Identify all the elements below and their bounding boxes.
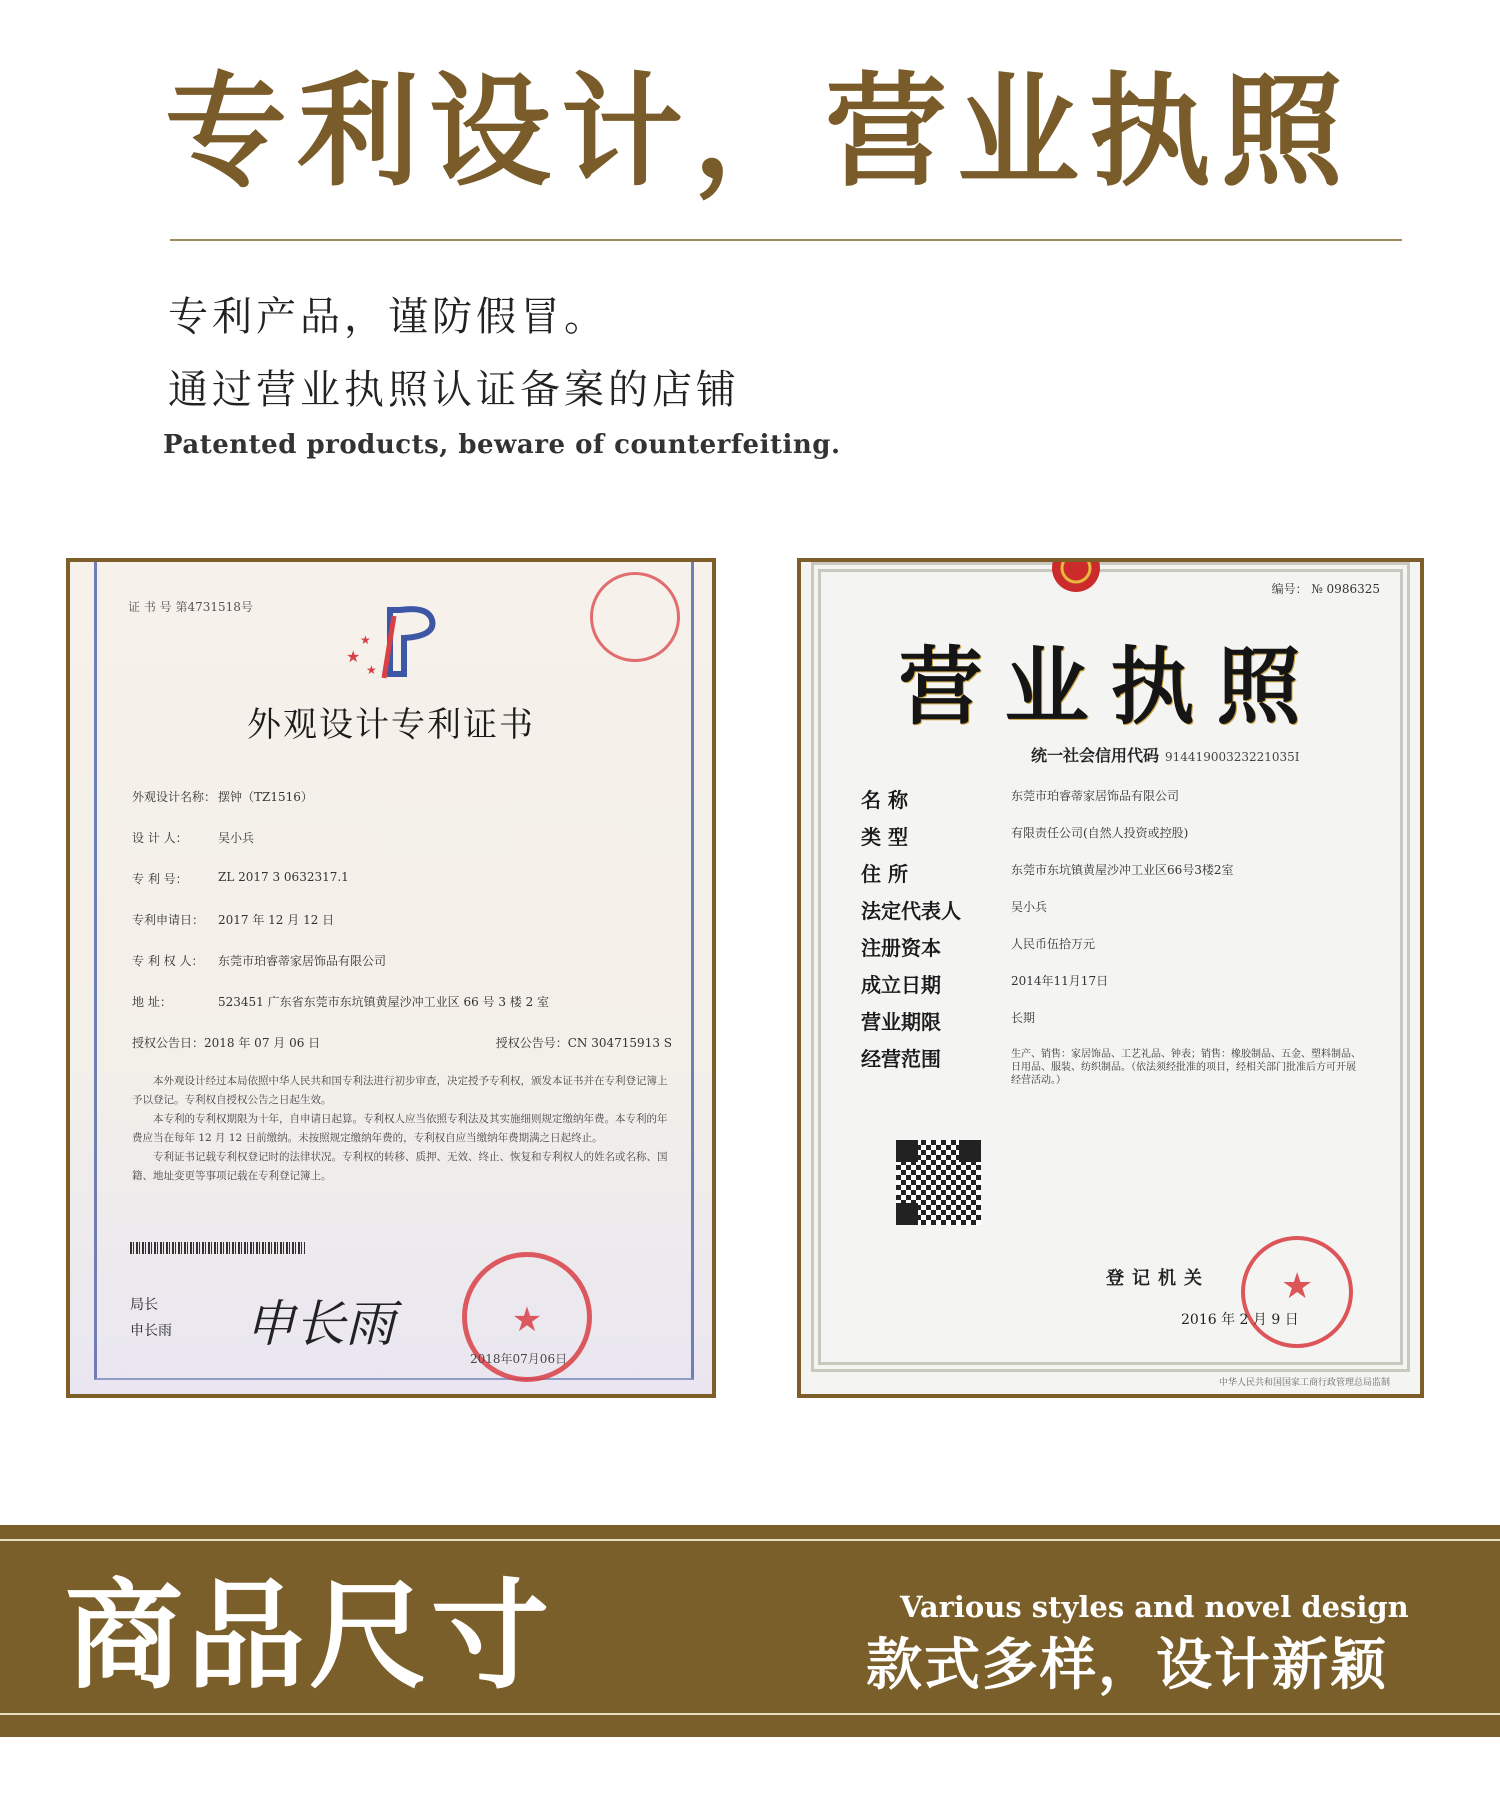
- svg-text:★: ★: [366, 663, 377, 677]
- field-label: 专利申请日：: [132, 913, 205, 927]
- credit-code-label: 统一社会信用代码: [1031, 746, 1160, 765]
- field-label: 地 址：: [132, 995, 172, 1009]
- field-label: 名 称: [861, 788, 908, 812]
- license-field-row: [861, 969, 1361, 1006]
- field-label: 专 利 号：: [132, 872, 188, 886]
- grant-number: CN 304715913 S: [567, 1036, 672, 1050]
- patent-field-row: [132, 788, 672, 829]
- credit-code-value: 91441900323221035I: [1165, 750, 1300, 764]
- field-label: 法定代表人: [861, 899, 961, 923]
- grant-number-group: [496, 1034, 672, 1075]
- license-serial: 编号： № 0986325: [1271, 582, 1380, 596]
- body-paragraph: 本外观设计经过本局依照中华人民共和国专利法进行初步审查，决定授予专利权，颁发本证书并在专利登记簿上予以登记。专利权自授权公告之日起生效。: [132, 1075, 668, 1106]
- field-label: 成立日期: [861, 973, 941, 997]
- divider: [170, 239, 1402, 241]
- banner-title: 商品尺寸: [65, 1566, 554, 1705]
- field-value: 人民币伍拾万元: [1011, 937, 1096, 951]
- svg-text:★: ★: [511, 1300, 543, 1340]
- red-stamp-small: [590, 572, 680, 662]
- field-label: 营业期限: [861, 1010, 941, 1034]
- red-seal-stamp: [1241, 1236, 1353, 1348]
- patent-fields: [132, 788, 672, 1075]
- certificate-body-text: [132, 1072, 672, 1186]
- director-block: [130, 1292, 172, 1344]
- director-signature: 申长雨: [245, 1295, 395, 1353]
- license-field-row: [861, 1006, 1361, 1043]
- field-label: 外观设计名称：: [132, 790, 217, 804]
- field-label: 专 利 权 人：: [132, 954, 204, 968]
- field-label: 住 所: [861, 862, 908, 886]
- national-emblem-icon: [1046, 562, 1106, 596]
- patent-certificate: [66, 558, 716, 1398]
- field-value: 2017 年 12 月 12 日: [218, 913, 335, 927]
- grant-date-label: 授权公告日：: [132, 1036, 205, 1050]
- field-label: 经营范围: [861, 1047, 941, 1071]
- field-value: 吴小兵: [1011, 900, 1048, 914]
- business-license: [797, 558, 1424, 1398]
- grant-date: 2018 年 07 月 06 日: [204, 1036, 321, 1050]
- patent-field-row: [132, 911, 672, 952]
- field-value: 有限责任公司(自然人投资或控股): [1011, 826, 1189, 840]
- barcode: [130, 1242, 305, 1254]
- svg-text:★: ★: [360, 633, 371, 647]
- license-field-row: [861, 895, 1361, 932]
- field-value: 长期: [1011, 1011, 1036, 1025]
- banner-subtitle: 款式多样，设计新颖: [866, 1632, 1388, 1698]
- license-footer: 中华人民共和国国家工商行政管理总局监制: [1218, 1378, 1390, 1388]
- body-paragraph: 本专利的专利权期限为十年，自申请日起算。专利权人应当依照专利法及其实施细则规定缴纳年费。本专利的年费应当在每年 12 月 12 日前缴纳。未按照规定缴纳年费的，专利权自应当缴纳年费期满之日起终止。: [132, 1113, 668, 1144]
- field-value: 东莞市东坑镇黄屋沙冲工业区66号3楼2室: [1011, 863, 1234, 877]
- banner-english: Various styles and novel design: [900, 1590, 1409, 1624]
- banner-line: [0, 1539, 1500, 1541]
- patent-field-row: [132, 829, 672, 870]
- field-value: 摆钟（TZ1516）: [218, 790, 313, 804]
- director-name: 申长雨: [130, 1323, 172, 1339]
- page-title: 专利设计，营业执照: [165, 59, 1353, 203]
- license-field-row: [861, 784, 1361, 821]
- patent-field-row: [132, 952, 672, 993]
- license-field-row: [861, 1043, 1361, 1103]
- field-label: 设 计 人：: [132, 831, 188, 845]
- patent-field-row: [132, 870, 672, 911]
- intro-line-1: 专利产品，谨防假冒。: [168, 294, 608, 340]
- field-value: 523451 广东省东莞市东坑镇黄屋沙冲工业区 66 号 3 楼 2 室: [218, 995, 550, 1009]
- field-value: 吴小兵: [218, 831, 255, 845]
- field-value: 东莞市珀睿蒂家居饰品有限公司: [218, 954, 387, 968]
- credit-code: [1031, 743, 1300, 766]
- director-title: 局长: [130, 1297, 158, 1313]
- grant-number-label: 授权公告号：: [495, 1036, 568, 1050]
- field-value: 2014年11月17日: [1011, 974, 1109, 988]
- patent-office-logo-icon: [340, 602, 450, 682]
- field-value: ZL 2017 3 0632317.1: [218, 870, 349, 884]
- intro-line-2: 通过营业执照认证备案的店铺: [168, 367, 740, 413]
- license-fields: [861, 784, 1361, 1103]
- patent-field-row: [132, 993, 672, 1034]
- license-field-row: [861, 858, 1361, 895]
- registration-date: 2016 年 2 月 9 日: [1181, 1312, 1299, 1328]
- certificate-number: 证 书 号 第4731518号: [128, 600, 253, 614]
- license-field-row: [861, 821, 1361, 858]
- body-paragraph: 专利证书记载专利权登记时的法律状况。专利权的转移、质押、无效、终止、恢复和专利权人的姓名或名称、国籍、地址变更等事项记载在专利登记簿上。: [132, 1151, 668, 1182]
- license-title: 营业执照: [898, 637, 1323, 736]
- field-value: 生产、销售：家居饰品、工艺礼品、钟表；销售：橡胶制品、五金、塑料制品、日用品、服装、纺织制品。（依法须经批准的项目，经相关部门批准后方可开展经营活动。）: [1011, 1049, 1361, 1086]
- svg-text:★: ★: [346, 647, 361, 666]
- grant-row: [132, 1034, 672, 1075]
- grant-date-group: [132, 1034, 320, 1075]
- qr-code: [896, 1140, 981, 1225]
- field-label: 注册资本: [861, 936, 941, 960]
- issue-date: 2018年07月06日: [470, 1352, 568, 1366]
- intro-english: Patented products, beware of counterfeiting.: [163, 430, 841, 460]
- license-field-row: [861, 932, 1361, 969]
- registration-authority: 登记机关: [1106, 1268, 1210, 1289]
- field-value: 东莞市珀睿蒂家居饰品有限公司: [1011, 789, 1180, 803]
- seal-star-icon: ★: [1281, 1266, 1314, 1307]
- section-banner: [0, 1525, 1500, 1737]
- certificate-title: 外观设计专利证书: [247, 705, 535, 745]
- field-label: 类 型: [861, 825, 908, 849]
- banner-line: [0, 1713, 1500, 1715]
